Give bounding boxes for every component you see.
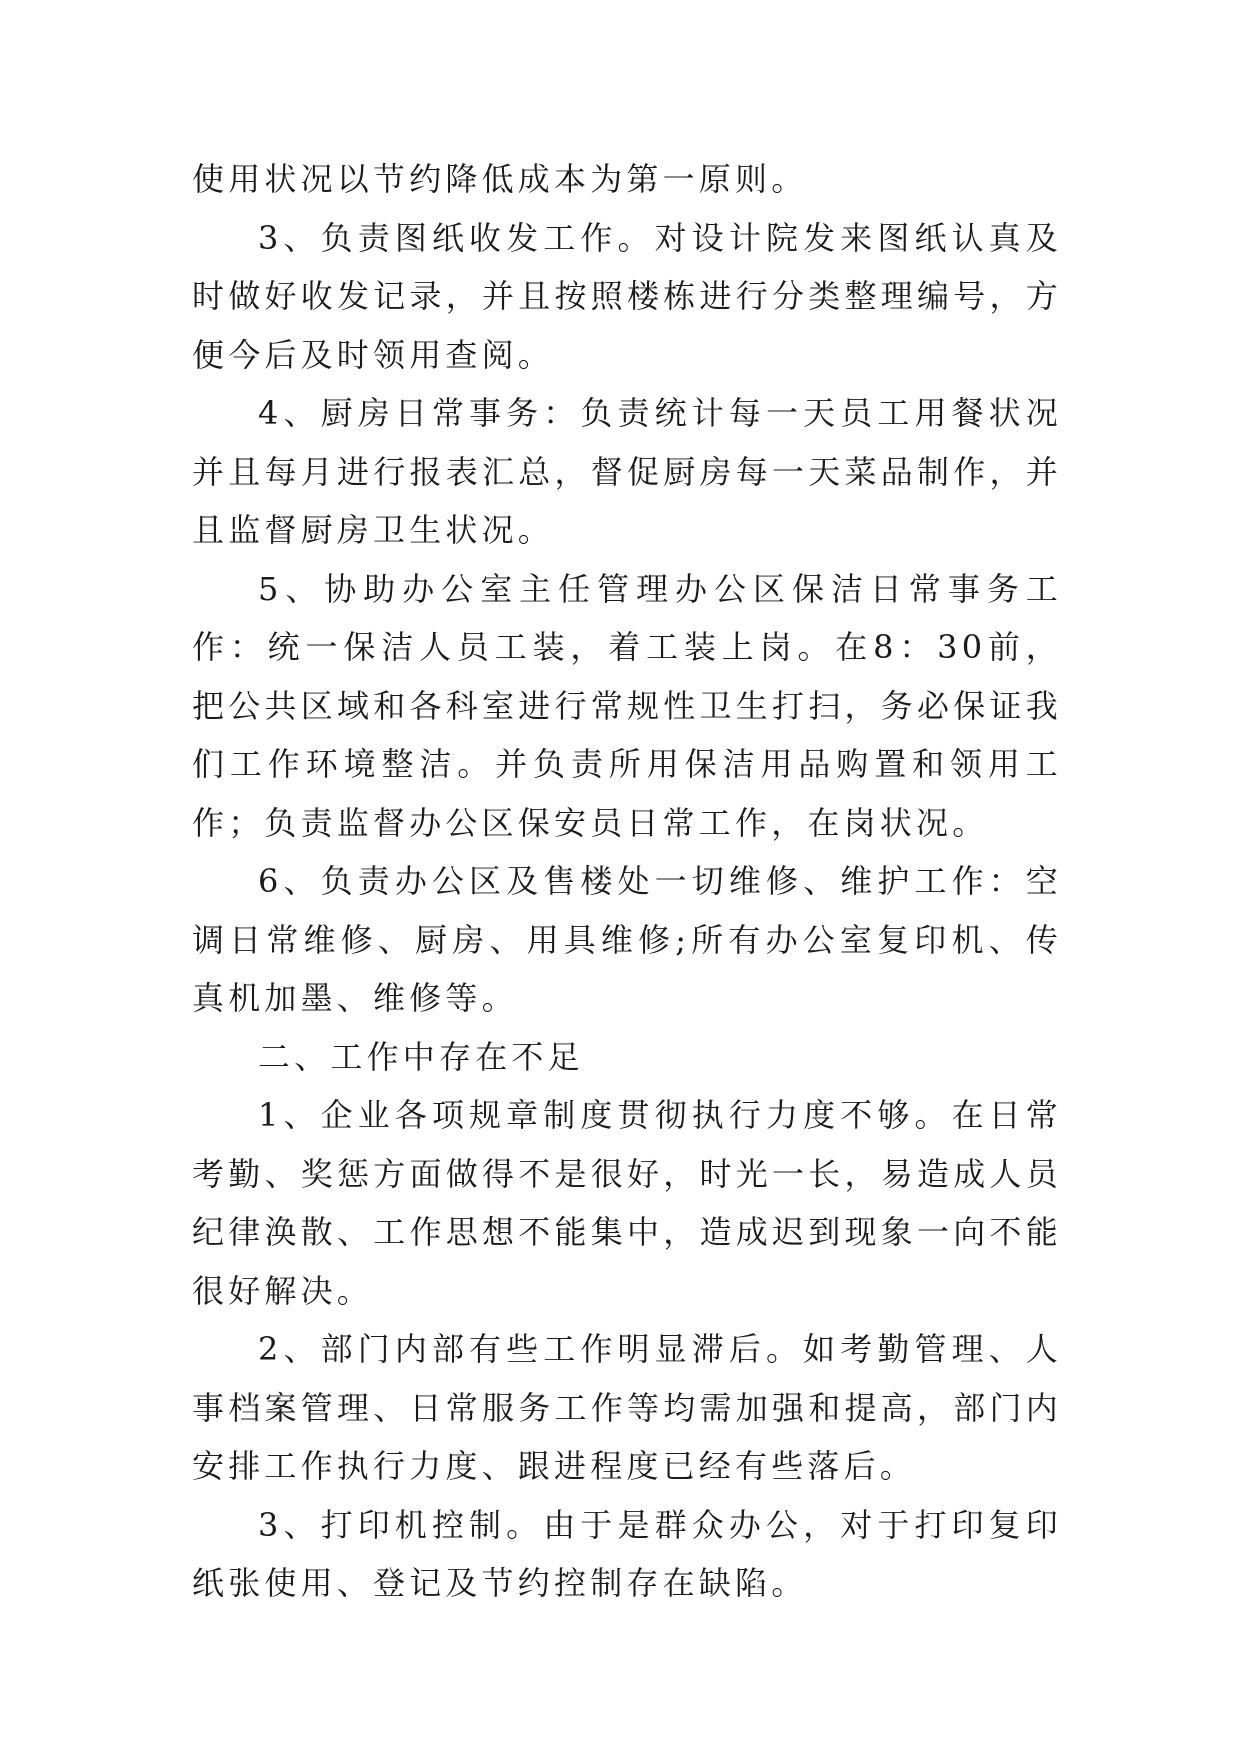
paragraph-item-4-kitchen: 4、厨房日常事务：负责统计每一天员工用餐状况并且每月进行报表汇总，督促厨房每一天菜品制作，并且监督厨房卫生状况。 bbox=[192, 394, 1062, 549]
paragraph-item-6-maintenance: 6、负责办公区及售楼处一切维修、维护工作：空调日常维修、厨房、用具维修;所有办公室复印机、传真机加墨、维修等。 bbox=[192, 862, 1062, 1017]
paragraph-shortcoming-2: 2、部门内部有些工作明显滞后。如考勤管理、人事档案管理、日常服务工作等均需加强和提高，部门内安排工作执行力度、跟进程度已经有些落后。 bbox=[192, 1330, 1062, 1485]
document-body bbox=[192, 150, 1062, 1613]
paragraph-continuation: 使用状况以节约降低成本为第一原则。 bbox=[192, 160, 808, 198]
paragraph-shortcoming-3: 3、打印机控制。由于是群众办公，对于打印复印纸张使用、登记及节约控制存在缺陷。 bbox=[192, 1505, 1062, 1602]
paragraph-item-3-drawings: 3、负责图纸收发工作。对设计院发来图纸认真及时做好收发记录，并且按照楼栋进行分类整理编号，方便今后及时领用查阅。 bbox=[192, 218, 1062, 374]
paragraph-item-5-cleaning: 5、协助办公室主任管理办公区保洁日常事务工作：统一保洁人员工装，着工装上岗。在8：30前，把公共区域和各科室进行常规性卫生打扫，务必保证我们工作环境整洁。并负责所用保洁用品购置和领用工作；负责监督办公区保安员日常工作，在岗状况。 bbox=[192, 569, 1062, 842]
section-heading-shortcomings: 二、工作中存在不足 bbox=[258, 1037, 584, 1076]
paragraph-shortcoming-1: 1、企业各项规章制度贯彻执行力度不够。在日常考勤、奖惩方面做得不是很好，时光一长，易造成人员纪律涣散、工作思想不能集中，造成迟到现象一向不能很好解决。 bbox=[192, 1096, 1062, 1310]
